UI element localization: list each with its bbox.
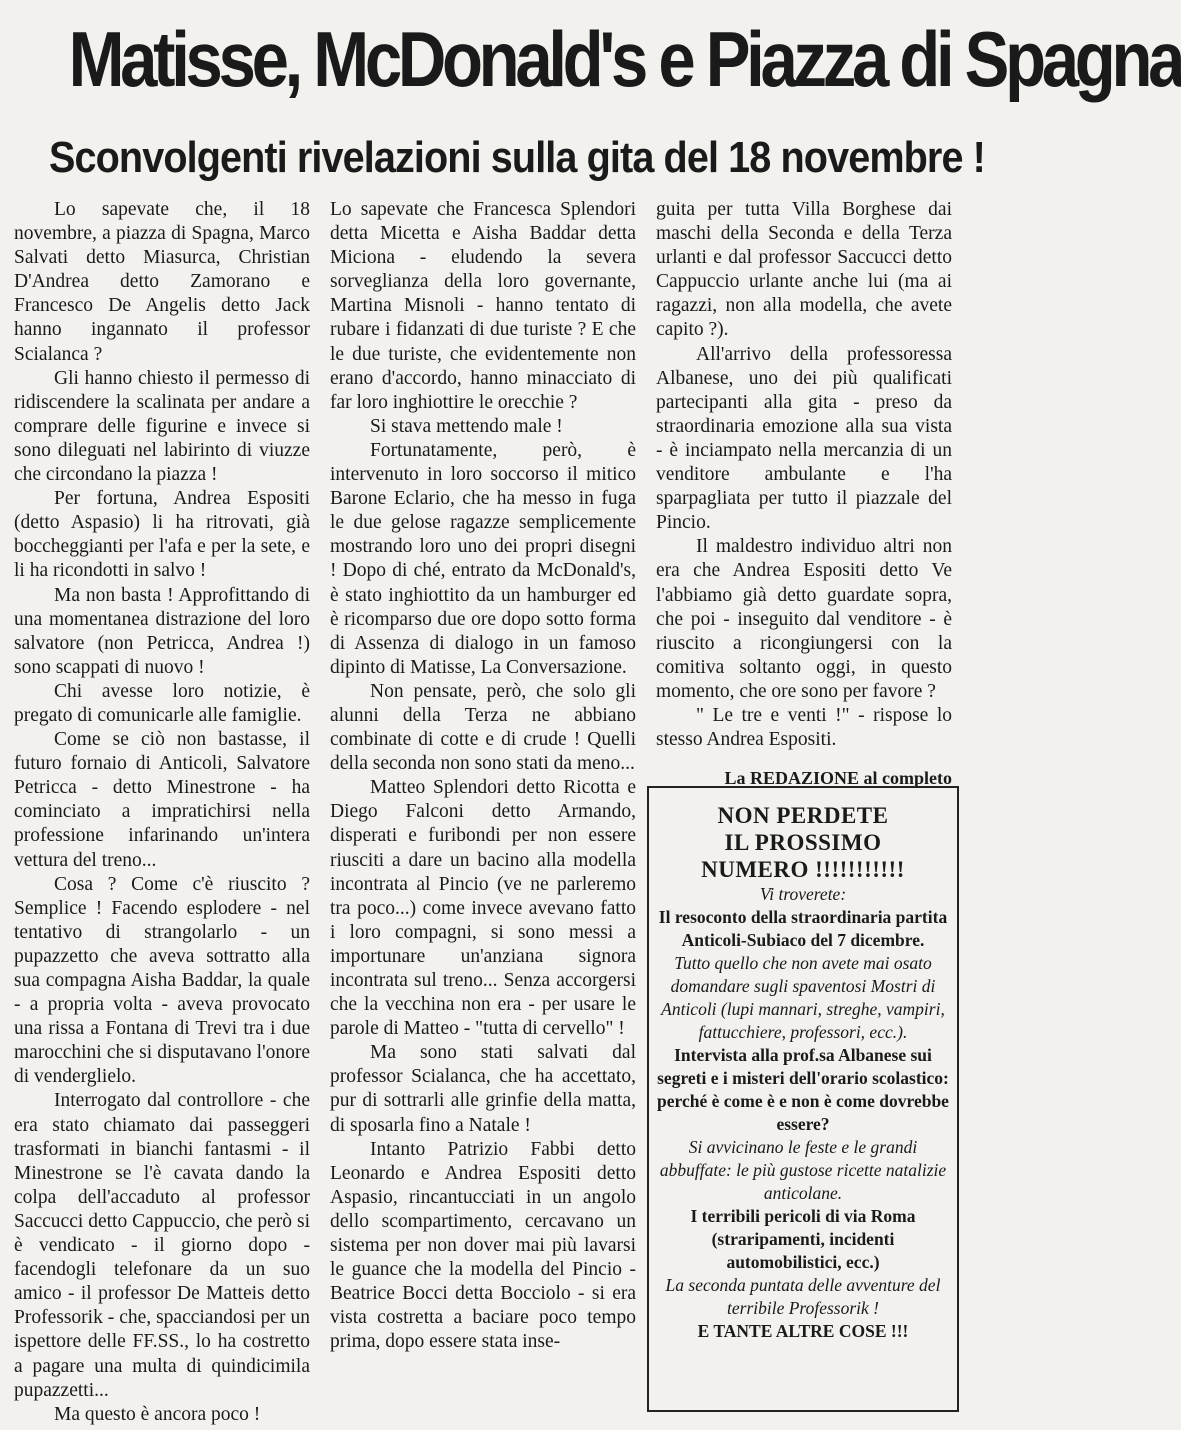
paragraph: Il maldestro individuo altri non era che Andrea Espositi detto Ve l'abbiamo già detto guardate sopra, che poi - inseguito dal venditore - è riuscito a ricongiungersi con la comitiva soltanto oggi, in questo momento, che ore sono per favore ? [656, 536, 952, 702]
paragraph: Gli hanno chiesto il permesso di ridiscendere la scalinata per andare a comprare delle figurine e invece si sono dileguati nel labirinto di viuzze che circondano la piazza ! [14, 367, 310, 486]
box-item: I terribili pericoli di via Roma (straripamenti, incidenti automobilistici, ecc.) [690, 1206, 916, 1272]
paragraph: All'arrivo della professoressa Albanese, uno dei più qualificati partecipanti alla gita - preso da straordinaria emozione alla sua vista - è inciampato nella mercanzia di un venditore ambulante e l'ha sparpagliata per tutto il piazzale del Pincio. [656, 343, 952, 534]
box-intro: Vi troverete: [759, 884, 847, 904]
paragraph: Lo sapevate che Francesca Splendori detta Micetta e Aisha Baddar detta Miciona - eludendo la severa sorveglianza della loro governante, Martina Misnoli - hanno tentato di rubare i fidanzati di due turiste ? E che le due turiste, che evidentemente non erano d'accordo, hanno minacciato di far loro inghiottire le orecchie ? [330, 199, 636, 413]
paragraph: guita per tutta Villa Borghese dai maschi della Seconda e della Terza urlanti e dal professor Saccucci detto Cappuccio urlante anche lui (ma ai ragazzi, non alla modella, che avete capito ?). [656, 199, 952, 341]
subheadline: Sconvolgenti rivelazioni sulla gita del 18 novembre ! [49, 133, 985, 182]
paragraph: Intanto Patrizio Fabbi detto Leonardo e Andrea Espositi detto Aspasio, rincantucciati in un angolo dello scompartimento, cercavano un sistema per non dover mai più lavarsi le guance che la modella del Pincio - Beatrice Bocci detta Bocciolo - si era vista costretta a baciare poco tempo prima, dopo essere stata inse- [330, 1138, 636, 1353]
paragraph: Ma non basta ! Approfittando di una momentanea distrazione del loro salvatore (non Petricca, Andrea !) sono scappati di nuovo ! [14, 584, 310, 678]
article-column-3 [656, 198, 952, 790]
paragraph: Lo sapevate che, il 18 novembre, a piazza di Spagna, Marco Salvati detto Miasurca, Christian D'Andrea detto Zamorano e Francesco De Angelis detto Jack hanno ingannato il professor Scialanca ? [14, 199, 310, 365]
signature: La REDAZIONE al completo [724, 768, 952, 789]
paragraph: Cosa ? Come c'è riuscito ? Semplice ! Facendo esplodere - nel tentativo di strangolarlo - un pupazzetto che aveva sottratto alla sua compagna Aisha Baddar, la quale - a propria volta - aveva provocato una rissa a Fontana di Trevi tra i due marocchini che si disputavano l'onore di venderglielo. [14, 873, 310, 1088]
paragraph: Ma sono stati salvati dal professor Scialanca, che ha accettato, pur di sottrarli alle grinfie della matta, di sposarla fino a Natale ! [330, 1042, 636, 1136]
box-item: La seconda puntata delle avventure del terribile Professorik ! [665, 1275, 941, 1318]
box-item: Intervista alla prof.sa Albanese sui segreti e i misteri dell'orario scolastico: perché è come è e non è come dovrebbe essere? [657, 1045, 949, 1134]
box-item: Il resoconto della straordinaria partita Anticoli-Subiaco del 7 dicembre. [658, 907, 948, 950]
paragraph: Per fortuna, Andrea Espositi (detto Aspasio) li ha ritrovati, già boccheggianti per l'afa e per la sete, e li ha ricondotti in salvo ! [14, 488, 310, 582]
box-heading-line: IL PROSSIMO [724, 830, 882, 855]
article-column-1 [14, 198, 310, 1427]
headline: Matisse, McDonald's e Piazza di Spagna [68, 15, 1181, 103]
paragraph: Ma questo è ancora poco ! [54, 1403, 261, 1425]
paragraph: Matteo Splendori detto Ricotta e Diego Falconi detto Armando, disperati e furibondi per non essere riusciti a dare un bacino alla modella incontrata al Pincio (ve ne parleremo tra poco...) come invece avevano fatto i loro compagni, si sono messi a importunare un'anziana signora incontrata sul treno... Senza accorgersi che la vecchina non era - per usare le parole di Matteo - "tutta di cervello" ! [330, 777, 636, 1040]
paragraph: Fortunatamente, però, è intervenuto in loro soccorso il mitico Barone Eclario, che ha messo in fuga le due gelose ragazze semplicemente mostrando loro uno dei propri disegni ! Dopo di ché, entrato da McDonald's, è stato inghiottito da un hamburger ed è ricomparso due ore dopo sotto forma di Assenza di dialogo in un famoso dipinto di Matisse, La Conversazione. [330, 439, 636, 678]
box-item: Tutto quello che non avete mai osato domandare sugli spaventosi Mostri di Anticoli (lupi mannari, streghe, vampiri, fattucchiere, professori, ecc.). [661, 953, 945, 1042]
article-column-2 [330, 198, 636, 1355]
paragraph: Come se ciò non bastasse, il futuro fornaio di Anticoli, Salvatore Petricca - detto Minestrone - ha cominciato a impratichirsi nella professione infarinando un'intera vettura del treno... [14, 729, 310, 871]
box-heading-line: NUMERO !!!!!!!!!!! [701, 857, 905, 882]
box-item: E TANTE ALTRE COSE !!! [697, 1321, 909, 1341]
paragraph: " Le tre e venti !" - rispose lo stesso Andrea Espositi. [656, 704, 952, 751]
paragraph: Chi avesse loro notizie, è pregato di comunicarle alle famiglie. [14, 680, 310, 726]
paragraph: Non pensate, però, che solo gli alunni della Terza ne abbiano combinate di cotte e di crude ! Quelli della seconda non sono stati da meno... [330, 680, 636, 775]
box-heading-line: NON PERDETE [717, 803, 889, 828]
paragraph: Si stava mettendo male ! [370, 415, 563, 437]
paragraph: Interrogato dal controllore - che era stato chiamato dai passeggeri trasformati in bianchi fantasmi - il Minestrone se l'è cavata dando la colpa dell'accaduto al professor Saccucci detto Cappuccio, che però si è vendicato - il giorno dopo - facendogli telefonare da un suo amico - il professor De Matteis detto Professorik - che, spacciandosi per un ispettore delle FF.SS., lo ha costretto a pagare una multa di quindicimila pupazzetti... [14, 1090, 310, 1401]
next-issue-box [647, 786, 959, 1412]
box-item: Si avvicinano le feste e le grandi abbuffate: le più gustose ricette natalizie anticolane. [659, 1137, 947, 1203]
